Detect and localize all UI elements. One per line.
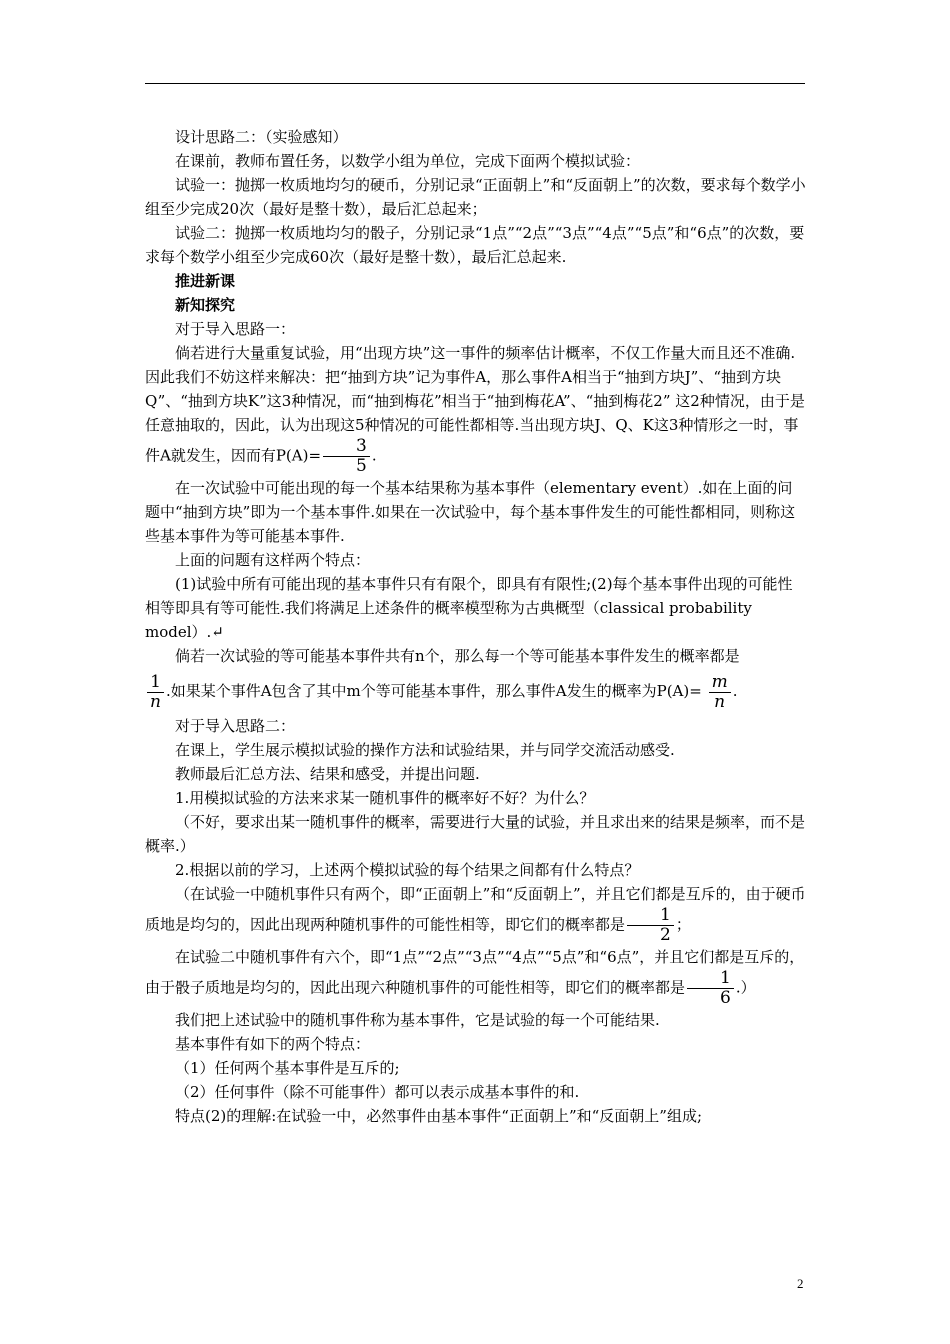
fraction-denominator: 6 xyxy=(720,988,731,1008)
paragraph: 1.用模拟试验的方法来求某一随机事件的概率好不好？为什么？ xyxy=(175,789,595,807)
fraction-numerator: m xyxy=(711,671,728,692)
fraction-3-5 xyxy=(323,437,370,476)
paragraph: （2）任何事件（除不可能事件）都可以表示成基本事件的和. xyxy=(175,1083,580,1101)
fraction-numerator: 3 xyxy=(356,436,367,456)
paragraph xyxy=(145,668,807,714)
paragraph: 倘若一次试验的等可能基本事件共有n个，那么每一个等可能基本事件发生的概率都是 xyxy=(175,647,740,665)
fraction-denominator: 5 xyxy=(356,456,367,476)
paragraph: 在课上，学生展示模拟试验的操作方法和试验结果，并与同学交流活动感受. xyxy=(175,741,675,759)
paragraph xyxy=(145,882,807,945)
paragraph: 2.根据以前的学习，上述两个模拟试验的每个结果之间都有什么特点？ xyxy=(175,861,640,879)
fraction-1-6 xyxy=(687,969,734,1008)
fraction-numerator: 1 xyxy=(720,968,731,988)
paragraph: 试验一：抛掷一枚质地均匀的硬币，分别记录“正面朝上”和“反面朝上”的次数，要求每个数学小组至少完成20次（最好是整十数），最后汇总起来； xyxy=(145,176,806,218)
paragraph: 特点(2)的理解:在试验一中，必然事件由基本事件“正面朝上”和“反面朝上”组成; xyxy=(175,1107,703,1125)
text-run: ； xyxy=(675,915,691,934)
text-run: .如果某个事件A包含了其中m个等可能基本事件，那么事件A发生的概率为P(A)= xyxy=(165,682,707,700)
paragraph: 对于导入思路一： xyxy=(175,320,296,338)
text-run: 在试验二中随机事件有六个，即“1点”“2点”“3点”“4点”“5点”和“6点”，并且它们都是互斥的，由于骰子质地是均匀的，因此出现六种随机事件的可能性相等，即它们的概率都是 xyxy=(145,948,805,997)
paragraph: 我们把上述试验中的随机事件称为基本事件，它是试验的每一个可能结果. xyxy=(175,1011,660,1029)
paragraph: 在一次试验中可能出现的每一个基本结果称为基本事件（elementary event）.如在上面的问题中“抽到方块”即为一个基本事件.如果在一次试验中，每个基本事件发生的可能性都相同，则称这些基本事件为等可能基本事件. xyxy=(145,479,796,545)
fraction-numerator: 1 xyxy=(660,905,671,925)
text-run: . xyxy=(371,446,377,465)
paragraph: 基本事件有如下的两个特点： xyxy=(175,1035,371,1053)
paragraph: 试验二：抛掷一枚质地均匀的骰子，分别记录“1点”“2点”“3点”“4点”“5点”和“6点”的次数，要求每个数学小组至少完成60次（最好是整十数），最后汇总起来. xyxy=(145,224,805,266)
paragraph: 上面的问题有这样两个特点： xyxy=(175,551,371,569)
fraction-1-2 xyxy=(627,906,674,945)
text-run: （在试验一中随机事件只有两个，即“正面朝上”和“反面朝上”，并且它们都是互斥的，由于硬币质地是均匀的，因此出现两种随机事件的可能性相等，即它们的概率都是 xyxy=(145,885,806,934)
fraction-denominator: n xyxy=(150,691,161,712)
fraction-m-n xyxy=(709,673,731,712)
paragraph: 教师最后汇总方法、结果和感受，并提出问题. xyxy=(175,765,480,783)
paragraph: （不好，要求出某一随机事件的概率，需要进行大量的试验，并且求出来的结果是频率，而不是概率.） xyxy=(145,813,806,855)
section-heading: 新知探究 xyxy=(175,296,236,314)
paragraph: (1)试验中所有可能出现的基本事件只有有限个，即具有有限性;(2)每个基本事件出现的可能性相等即具有等可能性.我们将满足上述条件的概率模型称为古典概型（classical probability model）.↵ xyxy=(145,575,793,641)
text-run: .） xyxy=(735,978,756,997)
paragraph xyxy=(145,945,807,1008)
fraction-1-n xyxy=(147,673,164,712)
fraction-denominator: 2 xyxy=(660,925,671,945)
paragraph: 设计思路二：（实验感知） xyxy=(175,128,348,146)
text-run: . xyxy=(732,682,738,700)
document-body xyxy=(145,125,807,1128)
fraction-denominator: n xyxy=(714,691,726,712)
fraction-numerator: 1 xyxy=(150,671,161,692)
section-heading: 推进新课 xyxy=(175,272,236,290)
paragraph: 对于导入思路二： xyxy=(175,717,296,735)
paragraph xyxy=(145,341,807,476)
paragraph: （1）任何两个基本事件是互斥的; xyxy=(175,1059,400,1077)
paragraph: 在课前，教师布置任务，以数学小组为单位，完成下面两个模拟试验： xyxy=(175,152,641,170)
page-number: 2 xyxy=(797,1276,804,1291)
text-run: 倘若进行大量重复试验，用“出现方块”这一事件的频率估计概率，不仅工作量大而且还不准确.因此我们不妨这样来解决：把“抽到方块”记为事件A，那么事件A相当于“抽到方块J”、“抽到方块Q”、“抽到方块K”这3种情况，而“抽到梅花”相当于“抽到梅花A”、“抽到梅花2” 这2种情况，由于是任意抽取的，因此，认为出现这5种情况的可能性都相等.当出现方块J、Q、K这3种情形之一时，事件A就发生，因而有P(A)= xyxy=(145,344,805,465)
header-rule xyxy=(145,83,805,84)
